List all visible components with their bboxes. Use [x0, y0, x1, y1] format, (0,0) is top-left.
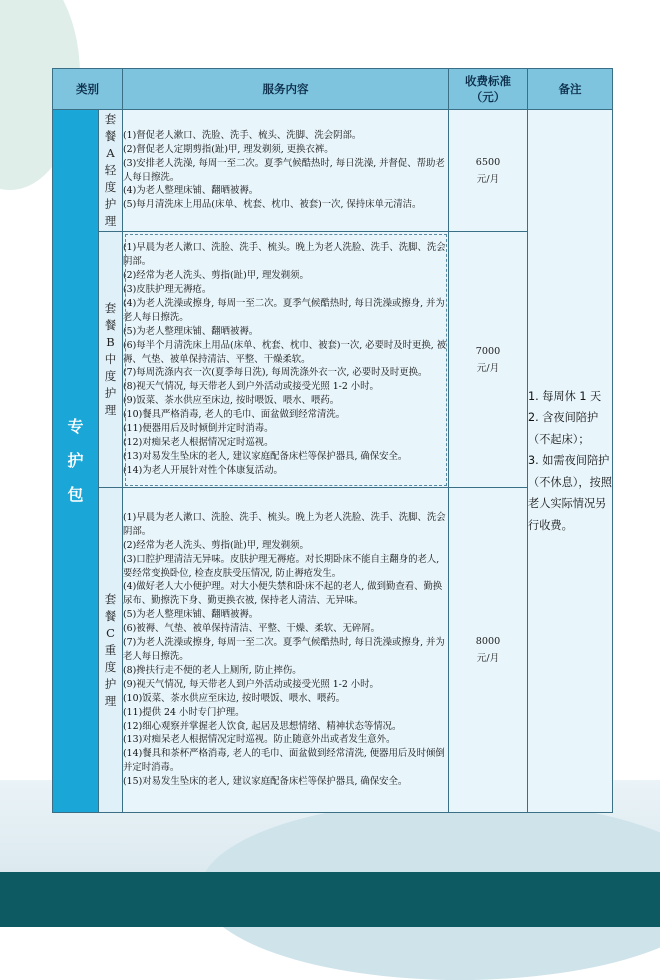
- list-item: (3)口腔护理清洁无异味。皮肤护理无褥疮。对长期卧床不能自主翻身的老人, 要经常变换卧位, 检查皮肤受压情况, 防止褥疮发生。: [123, 553, 440, 579]
- list-item: (10)餐具严格消毒, 老人的毛巾、面盆做到经常清洗。: [123, 409, 346, 421]
- package-name-cell: [99, 488, 123, 813]
- list-item: (1)早晨为老人漱口、洗脸、洗手、梳头。晚上为老人洗脸、洗手、洗脚、洗会阴部。: [123, 511, 446, 537]
- package-price-cell: [449, 488, 528, 813]
- list-item: (13)对易发生坠床的老人, 建议家庭配备床栏等保护器具, 确保安全。: [123, 450, 408, 462]
- list-item: (12)细心观察并掌握老人饮食, 起居及思想情绪、精神状态等情况。: [123, 720, 402, 732]
- list-item: (5)为老人整理床铺、翻晒被褥。: [123, 609, 259, 621]
- remark-item: 3. 如需夜间陪护（不休息），按照老人实际情况另行收费。: [528, 454, 612, 532]
- price-unit: 元/月: [476, 653, 500, 664]
- package-content-cell: [123, 232, 449, 488]
- list-item: (2)经常为老人洗头、剪指(趾)甲, 理发剃须。: [123, 539, 309, 551]
- footer-band: [0, 872, 660, 927]
- package-name-cell: [99, 110, 123, 232]
- list-item: (14)为老人开展针对性个体康复活动。: [123, 464, 283, 476]
- list-item: (1)早晨为老人漱口、洗脸、洗手、梳头。晚上为老人洗脸、洗手、洗脚、洗会阴部。: [123, 242, 446, 268]
- package-name: 套餐B中度护理: [104, 301, 117, 417]
- main-category-cell: [53, 110, 99, 813]
- main-category-label: 专护包: [67, 417, 84, 504]
- price-unit: 元/月: [476, 362, 500, 374]
- list-item: (4)为老人洗澡或擦身, 每周一至二次。夏季气候酷热时, 每日洗澡或擦身, 并为老人每日擦洗。: [123, 297, 445, 323]
- list-item: (15)对易发生坠床的老人, 建议家庭配备床栏等保护器具, 确保安全。: [123, 776, 408, 788]
- list-item: (14)餐具和茶杯严格消毒, 老人的毛巾、面盆做到经常清洗, 便器用后及时倾倒并定时消毒。: [123, 748, 445, 774]
- list-item: (6)被褥、气垫、被单保持清洁、平整、干燥、柔软、无碎屑。: [123, 623, 381, 635]
- list-item: (3)安排老人洗澡, 每周一至二次。夏季气候酷热时, 每日洗澡, 并督促、帮助老人每日擦洗。: [123, 157, 445, 183]
- table-header-row: [53, 69, 613, 110]
- list-item: (2)督促老人定期剪指(趾)甲, 理发剃须, 更换衣裤。: [123, 143, 334, 155]
- list-item: (5)为老人整理床铺、翻晒被褥。: [123, 325, 259, 337]
- list-item: (7)为老人洗澡或擦身, 每周一至二次。夏季气候酷热时, 每日洗澡或擦身, 并为老人每日擦洗。: [123, 637, 445, 662]
- package-price-cell: [449, 232, 528, 488]
- remark-item: 2. 含夜间陪护（不起床）；: [528, 411, 599, 446]
- package-content-cell: [123, 488, 449, 813]
- package-name: 套餐C重度护理: [104, 591, 117, 708]
- list-item: (6)每半个月清洗床上用品(床单、枕套、枕巾、被套)一次, 必要时及时更换, 被褥、气垫、被单保持清洁、平整、干燥柔软。: [123, 339, 447, 365]
- price-amount: 6500: [475, 156, 501, 168]
- list-item: (5)每月清洗床上用品(床单、枕套、枕巾、被套)一次, 保持床单元清洁。: [123, 199, 422, 211]
- list-item: (3)皮肤护理无褥疮。: [123, 284, 212, 296]
- price-amount: 7000: [475, 345, 501, 357]
- list-item: (8)搀扶行走不便的老人上厕所, 防止摔伤。: [123, 664, 302, 676]
- list-item: (1)督促老人漱口、洗脸、洗手、梳头、洗脚、洗会阴部。: [123, 129, 362, 141]
- list-item: (13)对痴呆老人根据情况定时巡视。防止随意外出或者发生意外。: [123, 734, 396, 746]
- price-amount: 8000: [475, 636, 501, 647]
- list-item: (9)饭菜、茶水供应至床边, 按时喂饭、喂水、喂药。: [123, 395, 340, 407]
- header-content: 服务内容: [123, 69, 449, 110]
- list-item: (12)对痴呆老人根据情况定时巡视。: [123, 436, 274, 448]
- list-item: (7)每周洗涤内衣一次(夏季每日洗), 每周洗涤外衣一次, 必要时及时更换。: [123, 367, 428, 379]
- package-price-cell: [449, 110, 528, 232]
- table-row: [53, 110, 613, 232]
- header-category: 类别: [53, 69, 123, 110]
- list-item: (9)视天气情况, 每天带老人到户外活动或接受光照 1-2 小时。: [123, 678, 379, 690]
- header-price: [449, 69, 528, 110]
- package-name: 套餐A轻度护理: [104, 112, 117, 228]
- header-price-label: 收费标准（元）: [465, 74, 511, 104]
- list-item: (2)经常为老人洗头、剪指(趾)甲, 理发剃须。: [123, 270, 309, 282]
- list-item: (11)便器用后及时倾倒并定时消毒。: [123, 423, 274, 435]
- list-item: (10)饭菜、茶水供应至床边, 按时喂饭、喂水、喂药。: [123, 692, 346, 704]
- remark-item: 1. 每周休 1 天: [528, 389, 602, 403]
- service-price-table: [52, 68, 613, 813]
- list-item: (11)提供 24 小时专门护理。: [123, 706, 245, 718]
- package-name-cell: [99, 232, 123, 488]
- list-item: (4)做好老人大小便护理。对大小便失禁和卧床不起的老人, 做到勤查看、勤换尿布、勤擦洗下身、勤更换衣被, 保持老人清洁、无异味。: [123, 581, 443, 607]
- header-remark: 备注: [528, 69, 613, 110]
- list-item: (8)视天气情况, 每天带老人到户外活动或接受光照 1-2 小时。: [123, 381, 379, 393]
- remark-cell: [528, 110, 613, 813]
- list-item: (4)为老人整理床铺、翻晒被褥。: [123, 185, 259, 197]
- package-content-cell: [123, 110, 449, 232]
- price-unit: 元/月: [476, 173, 500, 185]
